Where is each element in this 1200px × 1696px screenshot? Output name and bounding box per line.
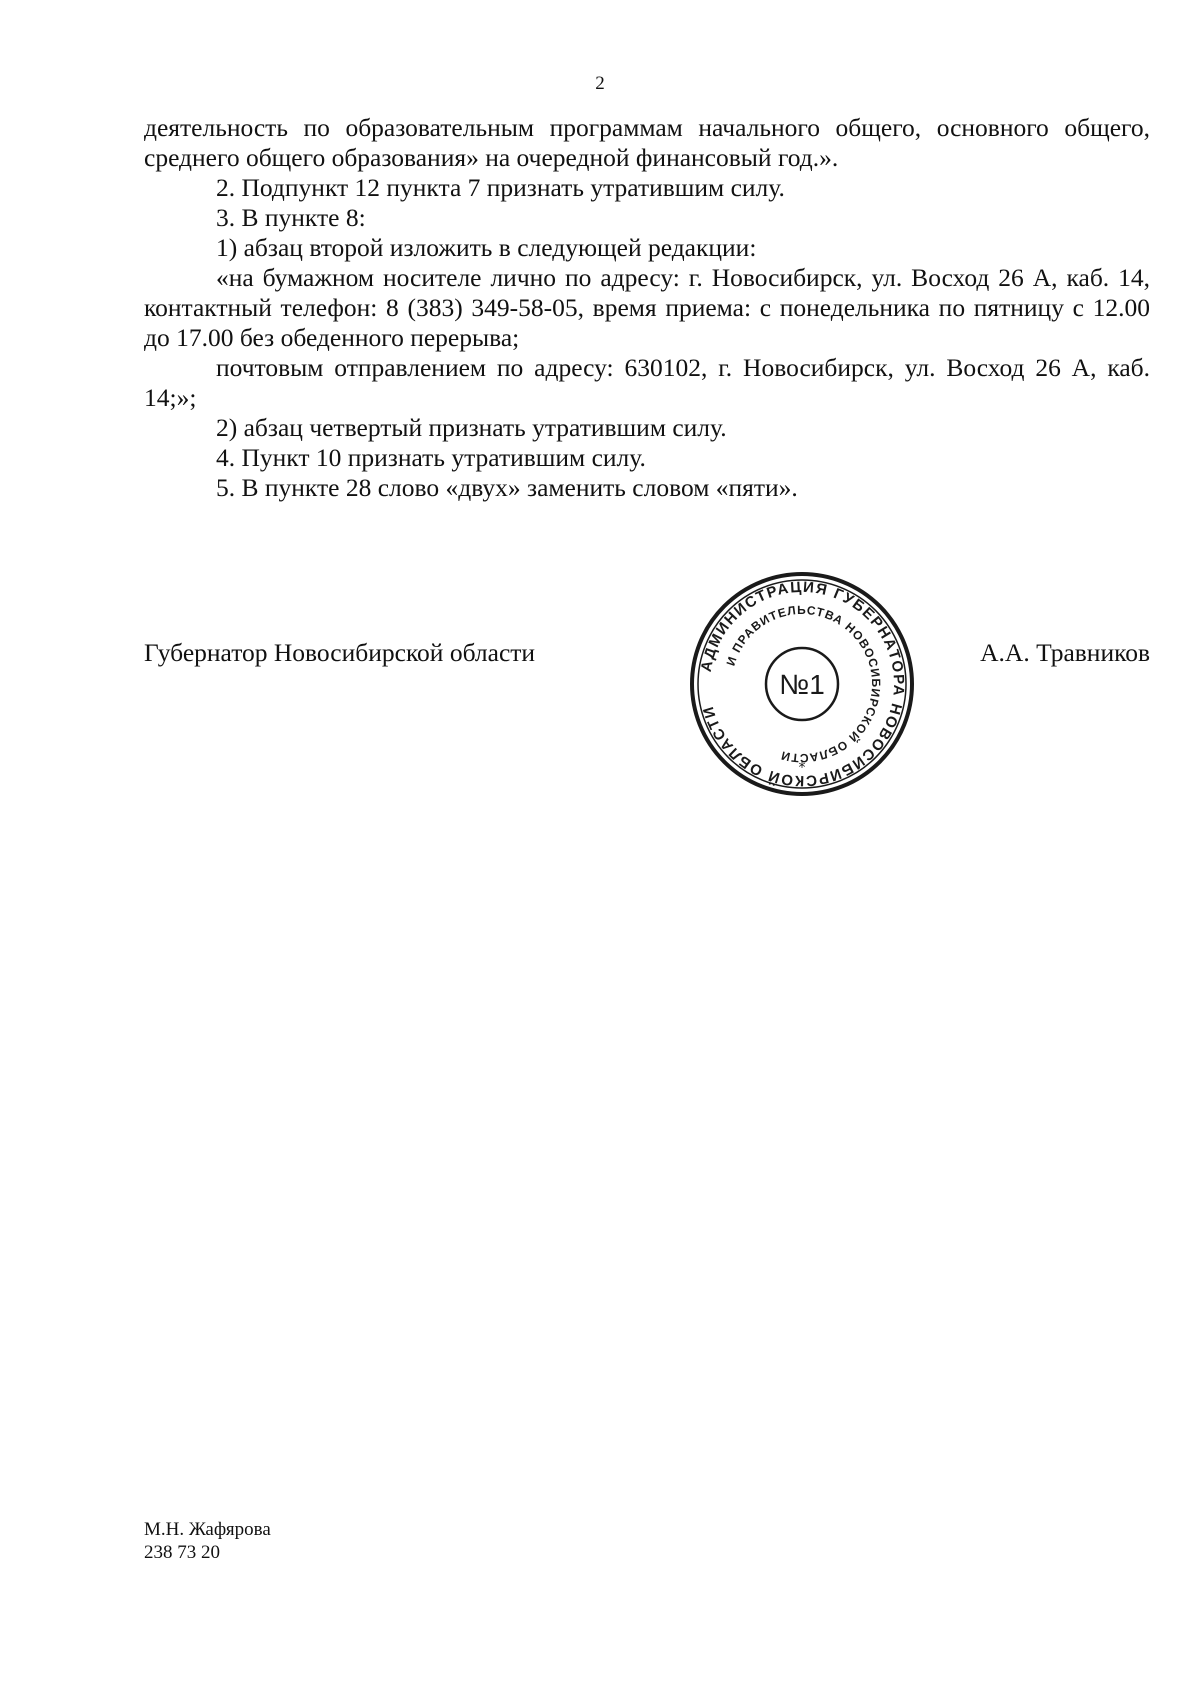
signatory-name: А.А. Травников: [980, 638, 1150, 667]
paragraph-item-4: 4. Пункт 10 признать утратившим силу.: [216, 443, 646, 472]
stamp-center-number: №1: [779, 669, 825, 700]
stamp-outer-text: АДМИНИСТРАЦИЯ ГУБЕРНАТОРА НОВОСИБИРСКОЙ ОБЛАСТИ: [697, 578, 908, 790]
stamp-star-icon: *: [798, 760, 806, 776]
paragraph-item-2: 2. Подпункт 12 пункта 7 признать утратившим силу.: [216, 173, 785, 202]
executor-name: М.Н. Жафярова: [144, 1519, 271, 1540]
paragraph-subitem-1: 1) абзац второй изложить в следующей редакции:: [216, 233, 757, 262]
paragraph-quote-postal: почтовым отправлением по адресу: 630102, г. Новосибирск, ул. Восход 26 А, каб. 14;»;: [144, 353, 1150, 412]
paragraph-item-3: 3. В пункте 8:: [216, 203, 366, 232]
executor-phone: 238 73 20: [144, 1542, 220, 1563]
paragraph-item-5: 5. В пункте 28 слово «двух» заменить словом «пяти».: [216, 473, 798, 502]
paragraph-quote-address: «на бумажном носителе лично по адресу: г. Новосибирск, ул. Восход 26 А, каб. 14, контактный телефон: 8 (383) 349-58-05, время приема: с понедельника по пятницу с 12.00 до 17.00 без обеденного перерыва;: [144, 263, 1150, 352]
document-body: [144, 113, 1150, 503]
stamp-inner-text: И ПРАВИТЕЛЬСТВА НОВОСИБИРСКОЙ ОБЛАСТИ: [723, 602, 884, 766]
executor-info: [144, 1518, 271, 1564]
paragraph-subitem-2: 2) абзац четвертый признать утратившим силу.: [216, 413, 727, 442]
signatory-position: Губернатор Новосибирской области: [144, 638, 536, 667]
page-number: 2: [595, 73, 605, 94]
official-seal-stamp: [688, 570, 916, 798]
paragraph-continuation: деятельность по образовательным программам начального общего, основного общего, среднего общего образования» на очередной финансовый год.».: [144, 113, 1150, 172]
